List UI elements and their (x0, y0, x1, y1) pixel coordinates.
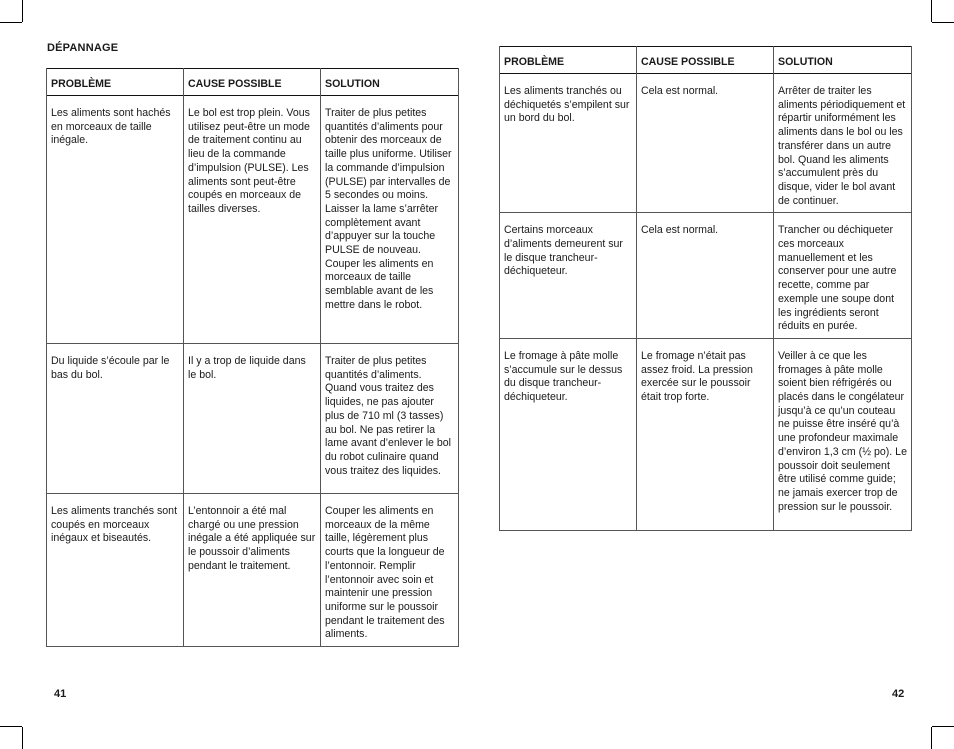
problem-cell: Le fromage à pâte molle s’accumule sur le dessus du disque trancheur-déchiqueteur. (500, 338, 637, 530)
problem-cell: Du liquide s’écoule par le bas du bol. (47, 344, 184, 494)
header-cause: CAUSE POSSIBLE (184, 69, 321, 96)
troubleshooting-table-right (499, 46, 912, 531)
solution-cell: Couper les aliments en morceaux de la même taille, légèrement plus courts que la longueur de l’entonnoir. Remplir l’entonnoir avec soin et maintenir une pression uniforme sur le poussoir pendant le traitement des aliments. (321, 494, 459, 647)
page-number-left: 41 (54, 688, 67, 700)
cause-cell: Le bol est trop plein. Vous utilisez peut-être un mode de traitement continu au lieu de la commande d’impulsion (PULSE). Les aliments sont peut-être coupés en morceaux de tailles diverses. (184, 96, 321, 344)
crop-mark-top-right-h (932, 22, 954, 23)
table-row (47, 494, 459, 647)
crop-mark-bottom-left-v (22, 727, 23, 749)
problem-cell: Les aliments sont hachés en morceaux de taille inégale. (47, 96, 184, 344)
crop-mark-top-left-h (0, 22, 22, 23)
table-header-row (47, 69, 459, 96)
crop-mark-bottom-right-h (932, 726, 954, 727)
table-row (500, 74, 912, 213)
problem-cell: Certains morceaux d’aliments demeurent sur le disque trancheur-déchiqueteur. (500, 213, 637, 339)
cause-cell: Cela est normal. (637, 74, 774, 213)
table-row (500, 213, 912, 339)
solution-cell: Arrêter de traiter les aliments périodiquement et répartir uniformément les aliments dans le bol ou les transférer dans un autre bol. Quand les aliments s’accumulent près du disque, vider le bol avant de continuer. (774, 74, 912, 213)
header-cause: CAUSE POSSIBLE (637, 47, 774, 74)
crop-mark-bottom-left-h (0, 726, 22, 727)
header-problem: PROBLÈME (47, 69, 184, 96)
section-title: DÉPANNAGE (47, 42, 119, 54)
table-row (47, 344, 459, 494)
cause-cell: L’entonnoir a été mal chargé ou une pression inégale a été appliquée sur le poussoir d’aliments pendant le traitement. (184, 494, 321, 647)
solution-cell: Traiter de plus petites quantités d’aliments pour obtenir des morceaux de taille plus uniforme. Utiliser la commande d’impulsion (PULSE) par intervalles de 5 secondes ou moins. Laisser la lame s’arrêter complètement avant d’appuyer sur la touche PULSE de nouveau. Couper les aliments en morceaux de taille semblable avant de les mettre dans le robot. (321, 96, 459, 344)
cause-cell: Il y a trop de liquide dans le bol. (184, 344, 321, 494)
page-number-right: 42 (892, 688, 905, 700)
problem-cell: Les aliments tranchés ou déchiquetés s’empilent sur un bord du bol. (500, 74, 637, 213)
crop-mark-top-left-v (22, 0, 23, 22)
solution-cell: Veiller à ce que les fromages à pâte molle soient bien réfrigérés ou placés dans le congélateur jusqu’à ce qu’un couteau ne puisse être inséré qu’à une profondeur maximale d’environ 1,3 cm (½ po). Le poussoir doit seulement être utilisé comme guide; ne jamais exercer trop de pression sur le poussoir. (774, 338, 912, 530)
cause-cell: Le fromage n’était pas assez froid. La pression exercée sur le poussoir était trop forte. (637, 338, 774, 530)
crop-mark-bottom-right-v (931, 727, 932, 749)
header-solution: SOLUTION (774, 47, 912, 74)
solution-cell: Traiter de plus petites quantités d’aliments. Quand vous traitez des liquides, ne pas ajouter plus de 710 ml (3 tasses) au bol. Ne pas retirer la lame avant d’enlever le bol du robot culinaire quand vous traitez des liquides. (321, 344, 459, 494)
table-header-row (500, 47, 912, 74)
header-problem: PROBLÈME (500, 47, 637, 74)
solution-cell: Trancher ou déchiqueter ces morceaux manuellement et les conserver pour une autre recette, comme par exemple une soupe dont les ingrédients seront réduits en purée. (774, 213, 912, 339)
table-row (500, 338, 912, 530)
table-row (47, 96, 459, 344)
header-solution: SOLUTION (321, 69, 459, 96)
problem-cell: Les aliments tranchés sont coupés en morceaux inégaux et biseautés. (47, 494, 184, 647)
cause-cell: Cela est normal. (637, 213, 774, 339)
crop-mark-top-right-v (931, 0, 932, 22)
troubleshooting-table-left (46, 68, 459, 647)
